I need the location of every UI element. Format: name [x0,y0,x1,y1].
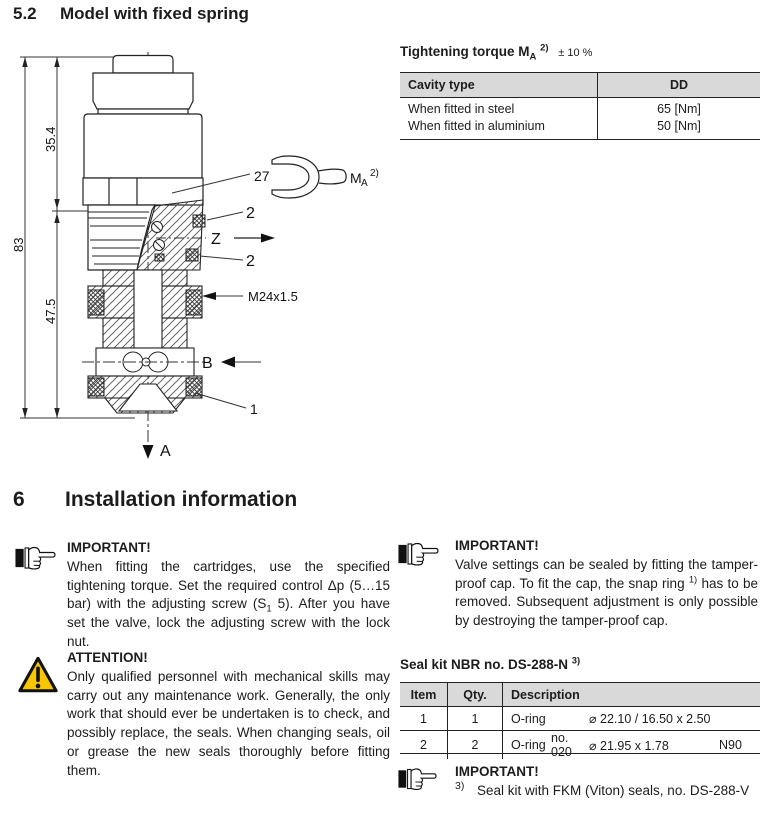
technical-drawing [10,52,400,470]
label-torque-m: M [350,170,362,186]
torque-table-title [400,42,593,63]
seal-name: O-ring [511,738,546,752]
section-5-2-heading [13,4,249,24]
dim-35-4: 35.4 [43,126,58,152]
note-body: Valve settings can be sealed by fitting the tamper-proof cap. To fit the cap, the snap ring $^{1)}$ has to be removed. Subsequent adjustment is only possible by destroying the tamper-proof cap. [455,557,758,629]
seal-col-qty: Qty. [447,683,502,706]
pointing-hand-icon [15,543,57,578]
tightening-torque-table [400,72,760,140]
dim-83: 83 [11,237,26,252]
footnote-marker: 3) [455,780,465,792]
seal-qty: 2 [447,731,502,759]
label-oring-mid: 2 [246,253,255,270]
seal-grade: N90 [719,738,742,752]
seal-code: no. 020 [551,731,572,759]
seal-kit-title: Seal kit NBR no. DS-288-N $^{3)}$ [400,655,581,672]
note-body: When fitting the cartridges, use the specified tightening torque. Set the required control Δp (5…15 bar) with the adjusting screw ($S_1$ 5). After you have set the valve, lock the adjusting screw with the lock nut. [67,559,391,649]
label-item-1: 1 [250,401,258,417]
dimension-arrowheads [22,57,59,418]
note-title: IMPORTANT! [455,538,539,553]
section-title: Model with fixed spring [60,4,249,23]
table-row [400,730,760,759]
z-arrow-icon [261,234,275,243]
torque-col-cavity: Cavity type [408,78,475,92]
seal-qty: 1 [447,707,502,730]
seal-table-header [400,683,760,707]
note-body: Only qualified personnel with mechanical skills may carry out any maintenance work. Generally, the only work that should ever be undertaken is to check, and possibly replace, the seals. When changing seals, oil or grease the new seals thoroughly before fitting them. [67,669,390,778]
a-arrow-icon [143,445,154,459]
footnote-text: Seal kit with FKM (Viton) seals, no. DS-288-V [477,783,750,798]
seal-size: ⌀ 22.10 / 16.50 x 2.50 [589,712,711,726]
note-title: IMPORTANT! [67,540,151,555]
label-thread: M24x1.5 [248,289,298,304]
note-title: ATTENTION! [67,650,148,665]
note-title: IMPORTANT! [455,764,539,779]
seal-item: 2 [420,738,427,752]
pointing-hand-icon [398,539,440,574]
important-note-right [455,538,758,631]
dim-47-5: 47.5 [43,298,58,324]
torque-value-steel: 65 [Nm] [657,102,701,116]
b-arrow-icon [221,357,235,368]
label-torque-sub: A [361,178,368,189]
label-z: Z [211,231,221,248]
seal-item: 1 [420,711,427,726]
section-number: 6 [13,488,25,511]
torque-value-aluminium: 50 [Nm] [657,119,701,133]
table-row [400,98,760,139]
seal-col-description: Description [502,683,760,706]
section-title: Installation information [65,488,298,511]
torque-title-text: Tightening torque $M_A$ $^{2)}$ [400,42,549,63]
pointing-hand-icon [398,765,440,798]
label-wrench-size: 27 [254,168,270,184]
torque-table-header [400,73,760,98]
seal-kit-table [400,682,760,759]
wrench-icon [272,156,346,198]
attention-note [67,650,390,780]
torque-col-dd: DD [597,73,760,97]
label-b: B [202,355,213,372]
label-oring-top: 2 [246,205,255,222]
torque-cavity-steel: When fitted in steel [408,102,515,116]
section-6-heading [13,488,297,512]
seal-col-item: Item [410,687,437,702]
torque-tolerance: ± 10 % [558,47,593,59]
important-note-left [67,540,390,652]
section-number: 5.2 [13,4,37,23]
seal-size: ⌀ 21.95 x 1.78 [589,738,669,753]
label-torque-sup: 2) [370,168,379,179]
table-row [400,707,760,730]
warning-triangle-icon [17,652,59,703]
label-a: A [160,443,171,460]
thread-arrow-icon [202,292,216,300]
important-note-bottom [455,764,761,798]
valve-cross-section-drawing [10,52,400,470]
seal-name: O-ring [511,711,546,726]
torque-cavity-aluminium: When fitted in aluminium [408,119,545,133]
